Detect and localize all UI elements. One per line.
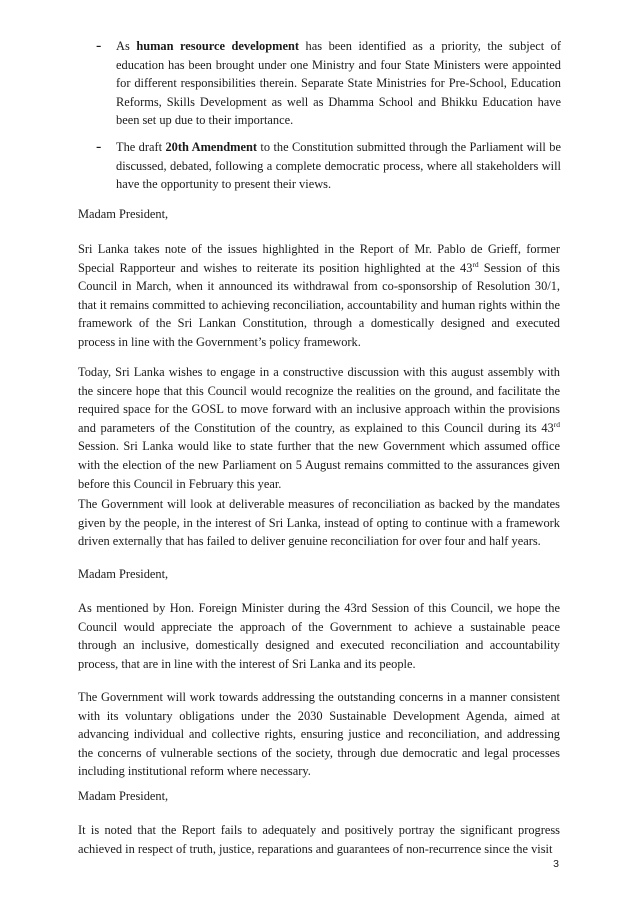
paragraph: It is noted that the Report fails to adequately and positively portray the significant progress achieved in respect of truth, justice, reparations and guarantees of non-recurrence since the visit — [78, 823, 560, 856]
salutation: Madam President, — [78, 207, 169, 221]
paragraph: Sri Lanka takes note of the issues highlighted in the Report of Mr. Pablo de Grieff, former Special Rapporteur and wishes to reiterate its position highlighted at the 43rd Session of this Council in March, when it announced its withdrawal from co-sponsorship of Resolution 30/1, that it remains committed to achieving reconciliation, accountability and human rights within the framework of the Sri Lankan Constitution, through a domestically designed and executed process in line with the Government’s policy framework. — [78, 242, 561, 349]
paragraph: Today, Sri Lanka wishes to engage in a constructive discussion with this august assembly with the sincere hope that this Council would recognize the realities on the ground, and facilitate the required space for the GOSL to move forward with an inclusive approach within the provisions and parameters of the Constitution of the country, as explained to this Council during its 43rd Session. Sri Lanka would like to state further that the new Government which assumed office with the election of the new Parliament on 5 August remains committed to the assurances given before this Council in February this year. — [78, 365, 560, 491]
salutation: Madam President, — [78, 567, 169, 581]
bullet-item — [96, 138, 561, 194]
bullet-item — [96, 37, 561, 130]
paragraph: The Government will work towards addressing the outstanding concerns in a manner consistent with its voluntary obligations under the 2030 Sustainable Development Agenda, aimed at advancing individual and collective rights, ensuring justice and reconciliation, and addressing the concerns of vulnerable sections of the society, through due democratic and legal processes including institutional reform where necessary. — [78, 690, 560, 779]
bold-term: 20th Amendment — [165, 140, 258, 154]
paragraph: As mentioned by Hon. Foreign Minister during the 43rd Session of this Council, we hope the Council would appreciate the approach of the Government to achieve a sustainable peace through an inclusive, domestically designed and executed reconciliation and accountability process, that are in line with the interest of Sri Lanka and its people. — [78, 601, 560, 671]
bullet-dash: - — [96, 138, 102, 155]
bullet-text: As human resource development has been identified as a priority, the subject of education has been brought under one Ministry and four State Ministers were appointed for different responsibilities therein. Separate State Ministries for Pre-School, Education Reforms, Skills Development as well as Dhamma School and Bhikku Education have been set up due to their importance. — [116, 39, 562, 128]
page-number: 3 — [553, 858, 559, 870]
bold-term: human resource development — [136, 39, 299, 53]
bullet-text: The draft 20th Amendment to the Constitution submitted through the Parliament will be discussed, debated, following a complete democratic process, where all stakeholders will have the opportunity to present their views. — [116, 140, 561, 192]
salutation: Madam President, — [78, 789, 169, 803]
paragraph: The Government will look at deliverable measures of reconciliation as backed by the mandates given by the people, in the interest of Sri Lanka, instead of opting to continue with a framework driven externally that has failed to deliver genuine reconciliation for over four and half years. — [78, 497, 560, 549]
bullet-dash: - — [96, 37, 102, 54]
